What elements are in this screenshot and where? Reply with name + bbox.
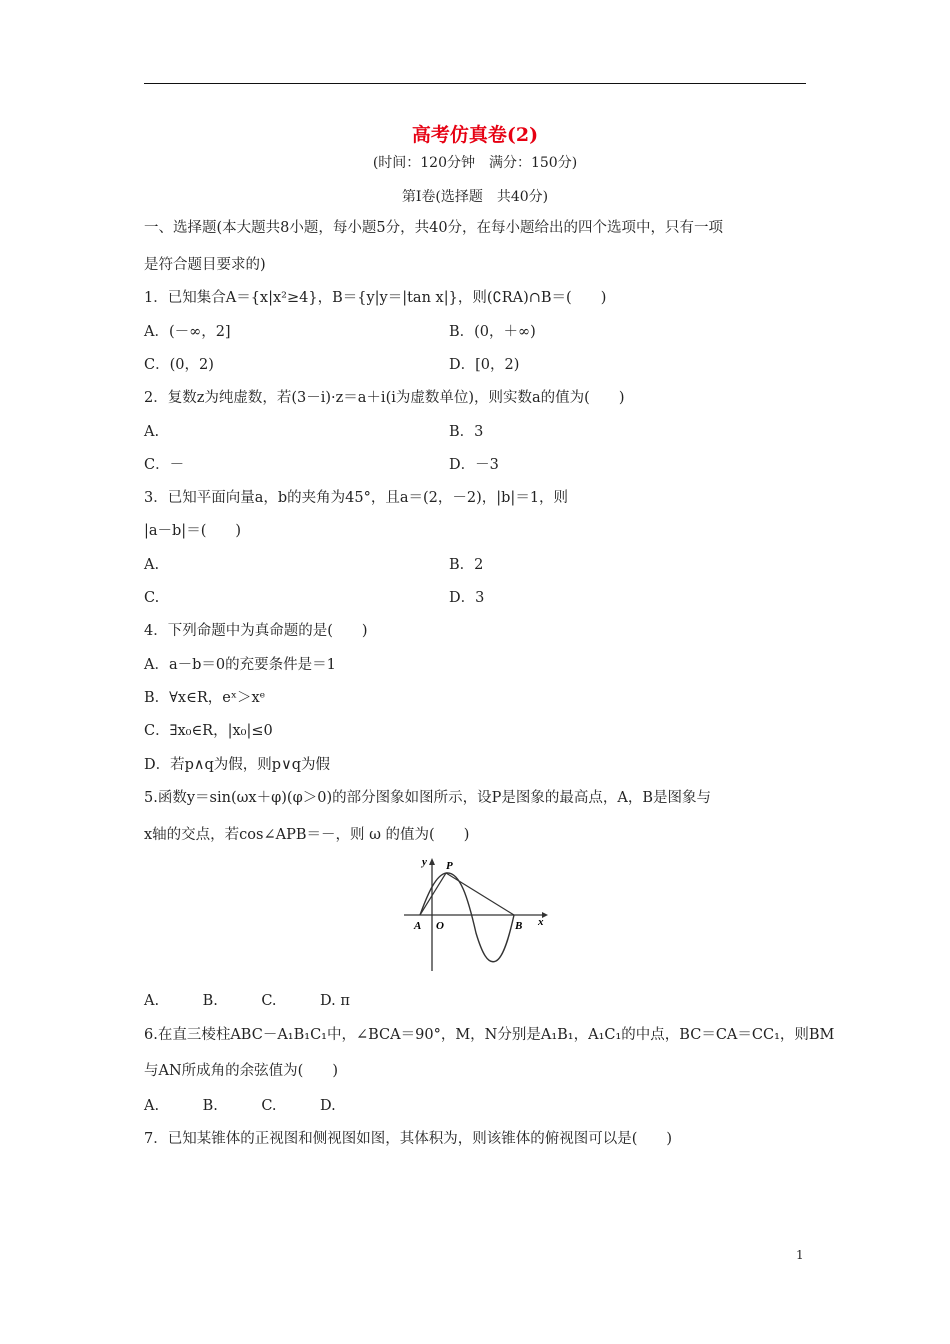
- page-number: 1: [796, 1248, 804, 1262]
- label-x: x: [538, 916, 544, 928]
- text-line: 一、选择题(本大题共8小题，每小题5分，共40分，在每小题给出的四个选项中，只有一项: [144, 220, 724, 236]
- text-line: 与AN所成角的余弦值为( ): [144, 1063, 338, 1079]
- text-line: 3．已知平面向量a，b的夹角为45°，且a＝(2，－2)，|b|＝1，则: [144, 490, 569, 506]
- text-line: B．3: [449, 424, 484, 440]
- label-y: y: [422, 856, 427, 868]
- label-a: A: [414, 920, 422, 932]
- text-line: 6.在直三棱柱ABC－A₁B₁C₁中，∠BCA＝90°，M，N分别是A₁B₁，A₁C₁的中点，BC＝CA＝CC₁，则BM: [144, 1027, 835, 1043]
- text-line: D．－3: [449, 457, 499, 473]
- y-axis-arrow: [429, 858, 435, 865]
- label-o: O: [436, 920, 444, 932]
- text-line: A. B. C. D.: [144, 1098, 336, 1114]
- text-line: B．2: [449, 557, 484, 573]
- text-line: B．(0，＋∞): [449, 324, 536, 340]
- sine-graph-figure: [402, 853, 552, 973]
- text-line: A.: [144, 557, 160, 573]
- text-line: C．∃x₀∈R，|x₀|≤0: [144, 723, 273, 739]
- page-title: 高考仿真卷(2): [411, 124, 539, 146]
- text-line: C．(0，2): [144, 357, 214, 373]
- label-p: P: [446, 860, 453, 872]
- text-line: D．[0，2): [449, 357, 520, 373]
- segment-pb: [446, 873, 514, 915]
- text-line: 是符合题目要求的): [144, 257, 266, 273]
- header-rule: [144, 83, 806, 84]
- text-line: 4．下列命题中为真命题的是( ): [144, 623, 368, 639]
- text-line: D．3: [449, 590, 485, 606]
- section-heading: 第Ⅰ卷(选择题 共40分): [401, 189, 549, 205]
- text-line: A．(－∞，2]: [144, 324, 231, 340]
- text-line: 1．已知集合A＝{x|x²≥4}，B＝{y|y＝|tan x|}，则(∁RA)∩B＝( ): [144, 290, 607, 306]
- text-line: C．－: [144, 457, 185, 473]
- text-line: 7．已知某锥体的正视图和侧视图如图，其体积为，则该锥体的俯视图可以是( ): [144, 1131, 673, 1147]
- text-line: x轴的交点，若cos∠APB＝－，则 ω 的值为( ): [144, 827, 470, 843]
- text-line: B．∀x∈R，eˣ＞xᵉ: [144, 690, 266, 706]
- segment-ap: [420, 873, 446, 915]
- text-line: C.: [144, 590, 160, 606]
- label-b: B: [515, 920, 523, 932]
- exam-time-score: (时间：120分钟 满分：150分): [372, 155, 578, 171]
- text-line: |a－b|＝( ): [144, 523, 242, 539]
- text-line: 2．复数z为纯虚数，若(3－i)·z＝a＋i(i为虚数单位)，则实数a的值为( ): [144, 390, 625, 406]
- text-line: A. B. C. D. π: [144, 993, 350, 1009]
- text-line: D．若p∧q为假，则p∨q为假: [144, 757, 330, 773]
- text-line: 5.函数y＝sin(ωx＋φ)(φ＞0)的部分图象如图所示，设P是图象的最高点，A，B是图象与: [144, 790, 711, 806]
- text-line: A．a－b＝0的充要条件是＝1: [144, 657, 336, 673]
- text-line: A.: [144, 424, 160, 440]
